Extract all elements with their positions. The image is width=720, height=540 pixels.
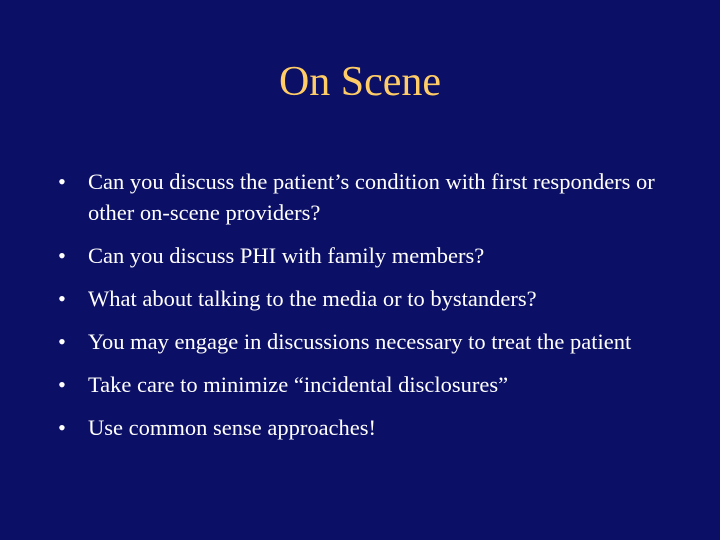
bullet-item [56, 240, 676, 271]
slide-title: On Scene [278, 59, 442, 105]
bullet-text: Can you discuss the patient’s condition with first responders or other on-scene providers? [88, 169, 655, 225]
bullet-text: Use common sense approaches! [88, 415, 377, 440]
bullet-item [56, 283, 676, 314]
bullet-icon: • [58, 286, 66, 311]
bullet-icon: • [58, 243, 66, 268]
bullet-item [56, 326, 676, 357]
bullet-item [56, 166, 676, 228]
bullet-icon: • [58, 329, 66, 354]
bullet-list [56, 166, 676, 455]
bullet-item [56, 369, 676, 400]
bullet-text: Take care to minimize “incidental disclosures” [88, 372, 509, 397]
bullet-item [56, 412, 676, 443]
bullet-text: You may engage in discussions necessary to treat the patient [88, 329, 632, 354]
bullet-text: Can you discuss PHI with family members? [88, 243, 485, 268]
bullet-icon: • [58, 415, 66, 440]
bullet-text: What about talking to the media or to bystanders? [88, 286, 537, 311]
bullet-icon: • [58, 169, 66, 194]
bullet-icon: • [58, 372, 66, 397]
